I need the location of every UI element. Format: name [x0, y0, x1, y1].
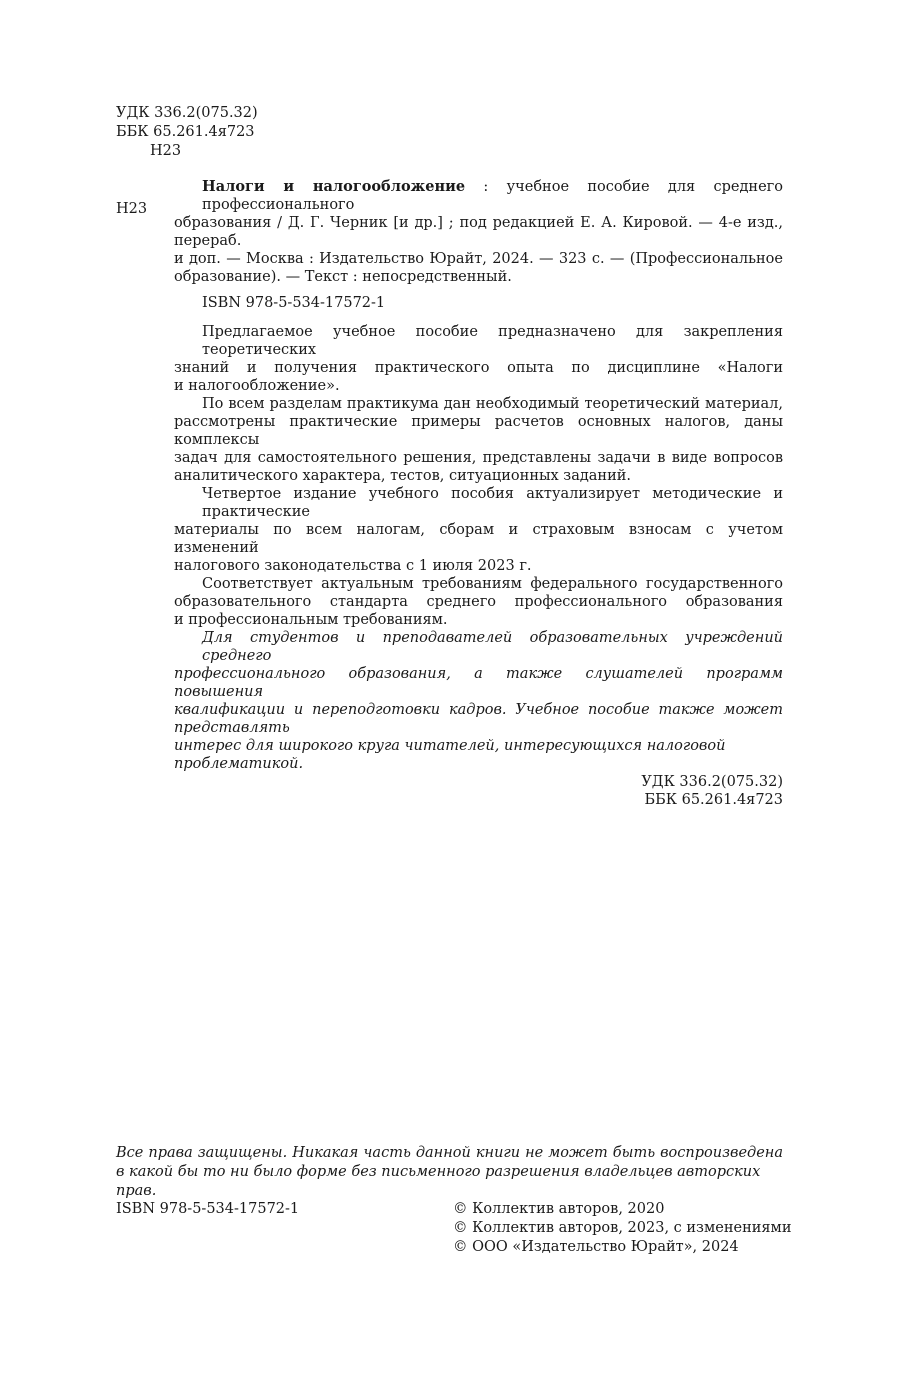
annotation-line: образовательного стандарта среднего профессионального образования [174, 594, 783, 610]
annotation-line: рассмотрены практические примеры расчетов основных налогов, даны комплексы [174, 414, 783, 448]
annotation-line: задач для самостоятельного решения, представлены задачи в виде вопросов [174, 450, 783, 466]
udk-code: УДК 336.2(075.32) [116, 105, 258, 121]
annotation-line: и профессиональным требованиям. [174, 612, 448, 628]
side-author-mark: Н23 [116, 201, 148, 217]
footer-isbn-block [116, 1200, 299, 1219]
annotation-line: и налогообложение». [174, 378, 340, 394]
annotation-line: Соответствует актуальным требованиям федерального государственного [202, 576, 783, 592]
bib-line-1 [174, 178, 783, 214]
annotation-line: квалификации и переподготовки кадров. Учебное пособие также может представлять [174, 702, 783, 736]
annotation-audience [174, 629, 783, 773]
rights-notice [116, 1144, 783, 1201]
annotation-line: знаний и получения практического опыта по дисциплине «Налоги [174, 360, 783, 376]
annotation-paragraph-4 [174, 575, 783, 629]
main-block [174, 178, 783, 809]
bib-line-3: и доп. — Москва : Издательство Юрайт, 2024. — 323 с. — (Профессиональное [174, 251, 783, 267]
isbn-top: ISBN 978-5-534-17572-1 [202, 295, 386, 311]
annotation-line: Предлагаемое учебное пособие предназначено для закрепления теоретических [202, 324, 783, 358]
bbk-code: ББК 65.261.4я723 [116, 124, 255, 140]
annotation-line: налогового законодательства с 1 июля 2023 г. [174, 558, 532, 574]
annotation-line: интерес для широкого круга читателей, интересующихся налоговой проблематикой. [174, 738, 726, 772]
book-title: Налоги и налогообложение [202, 178, 466, 195]
rights-line: в какой бы то ни было форме без письменного разрешения владельцев авторских прав. [116, 1164, 761, 1199]
classification-block [116, 104, 258, 142]
udk-code-right: УДК 336.2(075.32) [641, 774, 783, 790]
bib-line-2: образования / Д. Г. Черник [и др.] ; под редакцией Е. А. Кировой. — 4-е изд., перераб. [174, 215, 783, 249]
bbk-code-right: ББК 65.261.4я723 [644, 792, 783, 808]
bib-line-1-rest: : учебное пособие для среднего профессионального [202, 179, 783, 213]
annotation-line: Четвертое издание учебного пособия актуализирует методические и практические [202, 486, 783, 520]
annotation-paragraph-2 [174, 395, 783, 485]
copyright-line: © ООО «Издательство Юрайт», 2024 [453, 1239, 739, 1255]
annotation-paragraph-3 [174, 485, 783, 575]
bib-line-4: образование). — Текст : непосредственный. [174, 269, 512, 285]
annotation-paragraph-1 [174, 323, 783, 395]
author-mark: Н23 [150, 143, 182, 159]
footer-isbn: ISBN 978-5-534-17572-1 [116, 1201, 300, 1217]
rights-line: Все права защищены. Никакая часть данной книги не может быть воспроизведена [116, 1145, 783, 1161]
annotation-line: По всем разделам практикума дан необходимый теоретический материал, [202, 396, 783, 412]
annotation-line: аналитического характера, тестов, ситуационных заданий. [174, 468, 632, 484]
annotation-line: материалы по всем налогам, сборам и страховым взносам с учетом изменений [174, 522, 783, 556]
copyright-block [453, 1200, 791, 1257]
copyright-line: © Коллектив авторов, 2020 [453, 1201, 665, 1217]
annotation-line: профессионального образования, а также слушателей программ повышения [174, 666, 783, 700]
copyright-line: © Коллектив авторов, 2023, с изменениями [453, 1220, 792, 1236]
annotation-line: Для студентов и преподавателей образовательных учреждений среднего [202, 630, 783, 664]
